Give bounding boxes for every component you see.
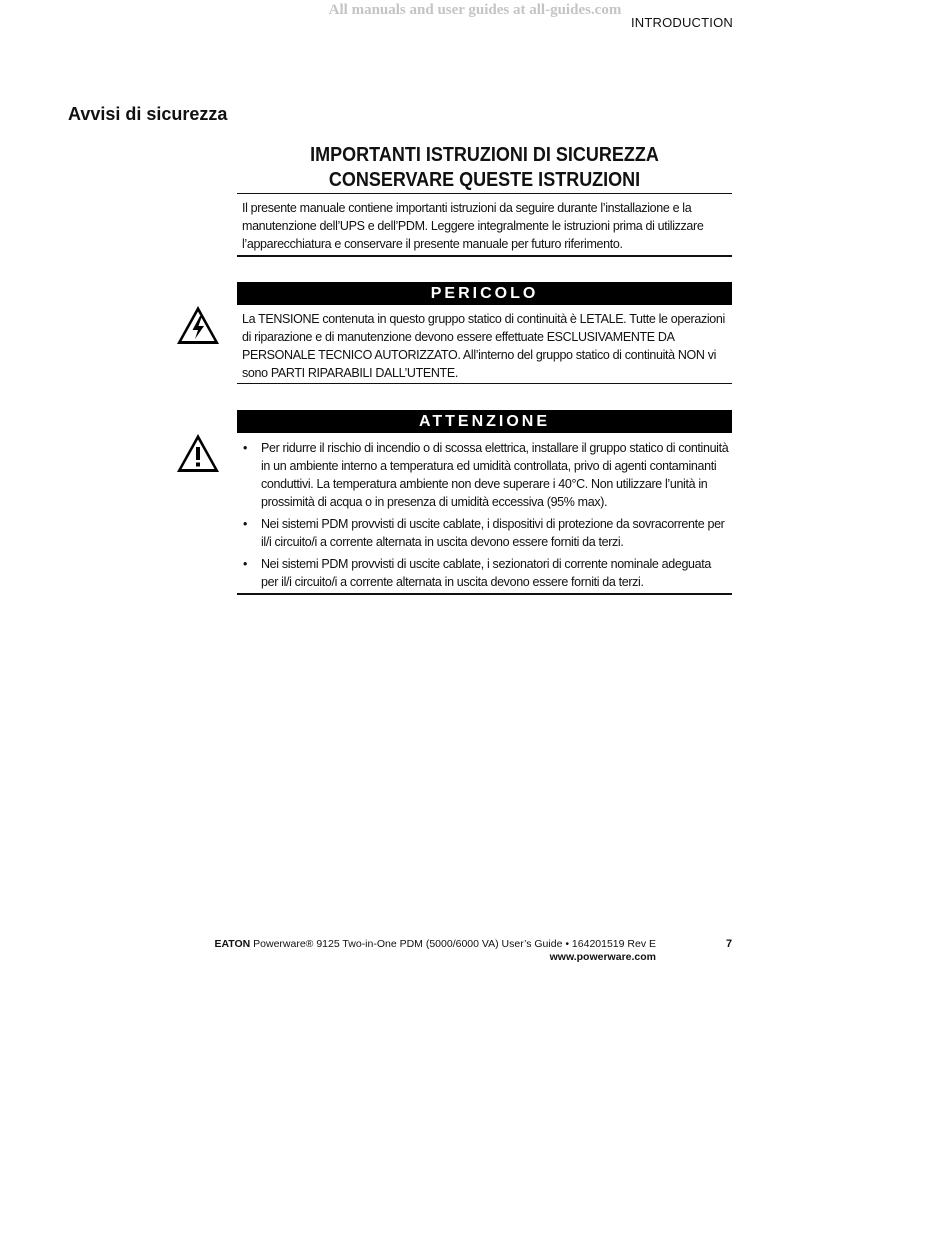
- intro-bottom-rule: [237, 255, 732, 257]
- caution-list: [242, 439, 730, 595]
- heading-line-1: IMPORTANTI ISTRUZIONI DI SICUREZZA: [310, 144, 659, 166]
- caution-bottom-rule: [237, 593, 732, 595]
- intro-paragraph: Il presente manuale contiene importanti istruzioni da seguire durante l’installazione e la manutenzione dell’UPS e dell’PDM. Leggere integralmente le istruzioni prima di utilizzare l’apparecchiatura e conservare il presente manuale per futuro riferimento.: [242, 201, 704, 251]
- section-title: Avvisi di sicurezza: [68, 104, 228, 124]
- page-number: 7: [726, 938, 733, 950]
- footer-url[interactable]: www.powerware.com: [549, 951, 656, 963]
- watermark: All manuals and user guides at all-guides.com: [328, 2, 622, 18]
- heading-rule: [237, 193, 732, 194]
- caution-item-2: • Nei sistemi PDM provvisti di uscite cablate, i dispositivi di protezione da sovracorrente per il/i circuito/i a corrente alternata in uscita devono essere forniti da terzi.: [242, 515, 730, 551]
- footer: [214, 938, 656, 964]
- running-head: INTRODUCTION: [630, 15, 733, 30]
- main-heading: [262, 143, 708, 193]
- footer-brand: EATON: [214, 938, 251, 950]
- caution-banner: ATTENZIONE: [237, 410, 732, 433]
- danger-text: La TENSIONE contenuta in questo gruppo statico di continuità è LETALE. Tutte le operazioni di riparazione e di manutenzione devono essere effettuate ESCLUSIVAMENTE DA PERSONALE TECNICO AUTORIZZATO. All’interno del gruppo statico di continuità NON vi sono PARTI RIPARABILI DALL’UTENTE.: [242, 312, 725, 380]
- exclamation-warning-icon: [175, 432, 221, 474]
- caution-item-3: • Nei sistemi PDM provvisti di uscite cablate, i sezionatori di corrente nominale adeguata per il/i circuito/i a corrente alternata in uscita devono essere forniti da terzi.: [242, 555, 730, 591]
- danger-banner: PERICOLO: [237, 282, 732, 305]
- danger-bottom-rule: [237, 383, 732, 384]
- footer-guide-title: Powerware® 9125 Two-in-One PDM (5000/6000 VA) User’s Guide • 164201519 Rev E: [253, 938, 656, 950]
- caution-item-1: • Per ridurre il rischio di incendio o di scossa elettrica, installare il gruppo statico di continuità in un ambiente interno a temperatura ed umidità controllata, privo di agenti contaminanti conduttivi. La temperatura ambiente non deve superare i 40°C. Non utilizzare l’unità in prossimità di acqua o in presenza di umidità eccessiva (95% max).: [242, 439, 730, 511]
- heading-line-2: CONSERVARE QUESTE ISTRUZIONI: [328, 169, 641, 191]
- electric-shock-warning-icon: [175, 304, 221, 346]
